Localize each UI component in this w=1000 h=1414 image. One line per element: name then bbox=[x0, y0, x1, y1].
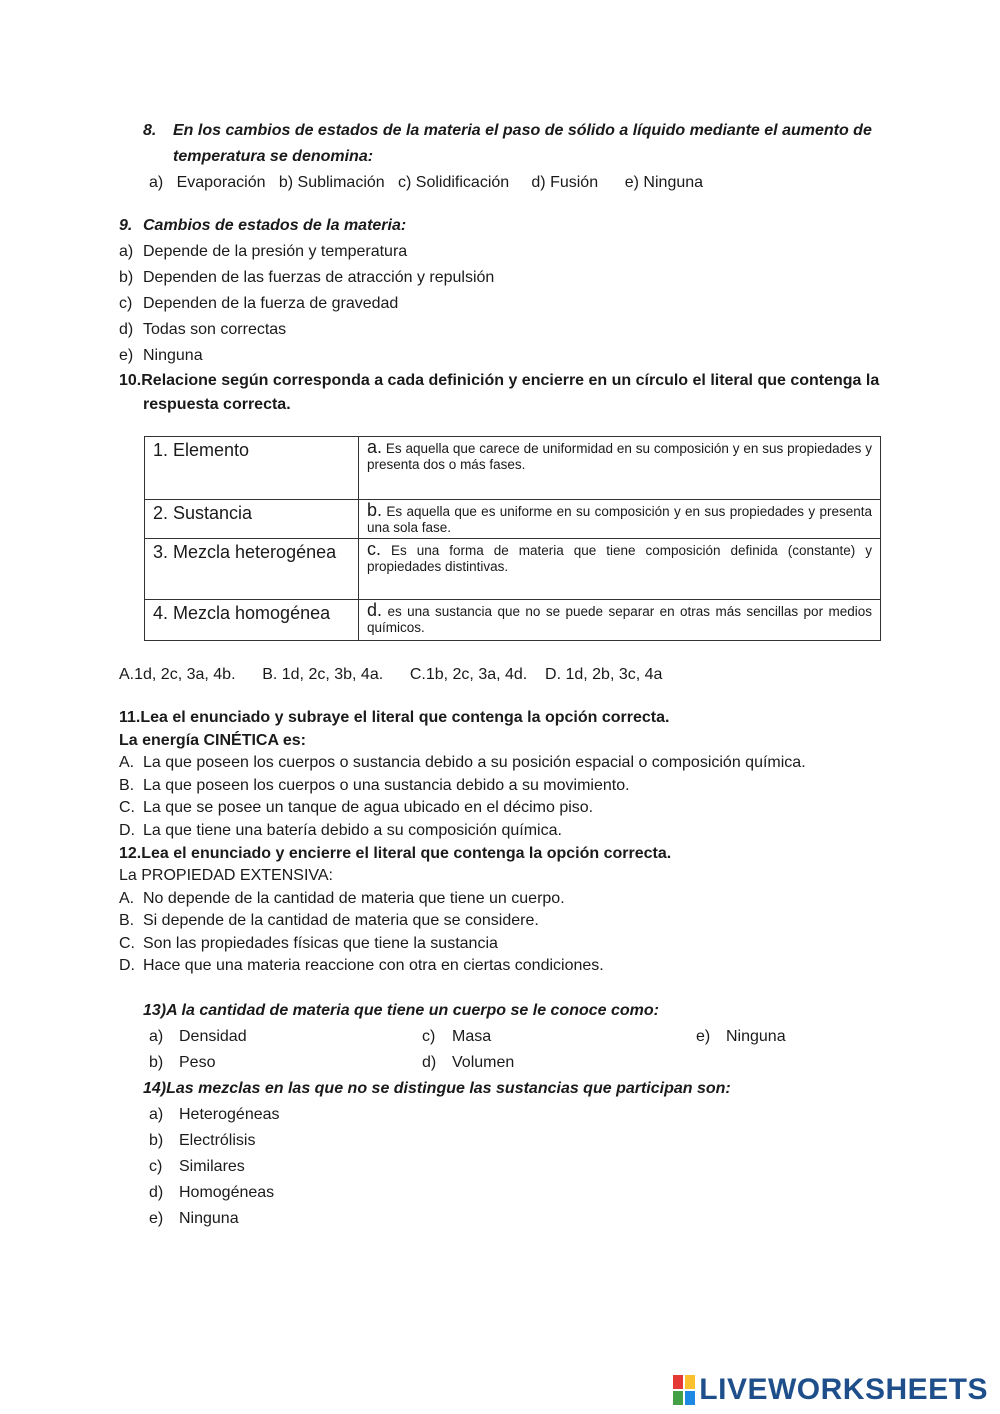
logo-mark-icon bbox=[673, 1375, 695, 1405]
q14-option-a: a) Heterogéneas bbox=[149, 1106, 280, 1123]
q12-instruction: 12.Lea el enunciado y encierre el literal que contenga la opción correcta. bbox=[119, 845, 672, 862]
q11-option-a: A. La que poseen los cuerpos o sustancia debido a su posición espacial o composición química. bbox=[119, 754, 806, 771]
q8-line2: temperatura se denomina: bbox=[173, 148, 374, 165]
q12-subtitle: La PROPIEDAD EXTENSIVA: bbox=[119, 867, 333, 884]
q14-option-c: c) Similares bbox=[149, 1158, 245, 1175]
q9-option-c: c) Dependen de la fuerza de gravedad bbox=[119, 295, 399, 312]
term-cell: 4. Mezcla homogénea bbox=[145, 600, 359, 641]
q8-line1: En los cambios de estados de la materia el paso de sólido a líquido mediante el aumento de bbox=[173, 122, 872, 139]
q14-option-b: b) Electrólisis bbox=[149, 1132, 256, 1149]
q11-instruction: 11.Lea el enunciado y subraye el literal que contenga la opción correcta. bbox=[119, 709, 670, 726]
q13-option-b: b) Peso bbox=[149, 1054, 216, 1071]
definition-cell: a. Es aquella que carece de uniformidad en su composición y en sus propiedades y presenta dos o más fases. bbox=[359, 437, 881, 500]
q9-title: Cambios de estados de la materia: bbox=[143, 217, 407, 234]
q13-title: 13)A la cantidad de materia que tiene un cuerpo se le conoce como: bbox=[143, 1002, 659, 1019]
q9-option-d: d) Todas son correctas bbox=[119, 321, 287, 338]
q9-number: 9. bbox=[119, 217, 133, 234]
q11-subtitle: La energía CINÉTICA es: bbox=[119, 732, 307, 749]
q11-option-b: B. La que poseen los cuerpos o una sustancia debido a su movimiento. bbox=[119, 777, 630, 794]
q10-answers: A.1d, 2c, 3a, 4b. B. 1d, 2c, 3b, 4a. C.1b, 2c, 3a, 4d. D. 1d, 2b, 3c, 4a bbox=[119, 666, 663, 683]
q12-option-b: B. Si depende de la cantidad de materia que se considere. bbox=[119, 912, 539, 929]
q8-number: 8. bbox=[143, 122, 157, 139]
liveworksheets-logo bbox=[673, 1372, 988, 1408]
q13-option-d: d) Volumen bbox=[422, 1054, 515, 1071]
definition-cell: b. Es aquella que es uniforme en su composición y en sus propiedades y presenta una sola fase. bbox=[359, 500, 881, 539]
brand-name: LIVEWORKSHEETS bbox=[699, 1373, 988, 1406]
term-cell: 1. Elemento bbox=[145, 437, 359, 500]
q12-option-d: D. Hace que una materia reaccione con otra en ciertas condiciones. bbox=[119, 957, 604, 974]
q11-option-c: C. La que se posee un tanque de agua ubicado en el décimo piso. bbox=[119, 799, 594, 816]
q14-option-d: d) Homogéneas bbox=[149, 1184, 275, 1201]
q9-option-b: b) Dependen de las fuerzas de atracción y repulsión bbox=[119, 269, 495, 286]
table-row bbox=[145, 539, 881, 600]
q11-option-d: D. La que tiene una batería debido a su composición química. bbox=[119, 822, 562, 839]
q9-option-e: e) Ninguna bbox=[119, 347, 203, 364]
q12-option-c: C. Son las propiedades físicas que tiene la sustancia bbox=[119, 935, 498, 952]
q10-line2: respuesta correcta. bbox=[143, 396, 291, 413]
table-row bbox=[145, 437, 881, 500]
q8-options: a) Evaporación b) Sublimación c) Solidificación d) Fusión e) Ninguna bbox=[149, 174, 704, 191]
term-cell: 3. Mezcla heterogénea bbox=[145, 539, 359, 600]
q13-option-c: c) Masa bbox=[422, 1028, 492, 1045]
table-row bbox=[145, 600, 881, 641]
q14-option-e: e) Ninguna bbox=[149, 1210, 239, 1227]
q13-option-a: a) Densidad bbox=[149, 1028, 247, 1045]
q14-title: 14)Las mezclas en las que no se distingue las sustancias que participan son: bbox=[143, 1080, 731, 1097]
definition-cell: d. es una sustancia que no se puede separar en otras más sencillas por medios químicos. bbox=[359, 600, 881, 641]
q9-option-a: a) Depende de la presión y temperatura bbox=[119, 243, 408, 260]
table-row bbox=[145, 500, 881, 539]
matching-table bbox=[144, 436, 881, 641]
q10-line1: 10.Relacione según corresponda a cada definición y encierre en un círculo el literal que contenga la bbox=[119, 372, 880, 389]
definition-cell: c. Es una forma de materia que tiene composición definida (constante) y propiedades distintivas. bbox=[359, 539, 881, 600]
q13-option-e: e) Ninguna bbox=[696, 1028, 786, 1045]
q12-option-a: A. No depende de la cantidad de materia que tiene un cuerpo. bbox=[119, 890, 565, 907]
term-cell: 2. Sustancia bbox=[145, 500, 359, 539]
